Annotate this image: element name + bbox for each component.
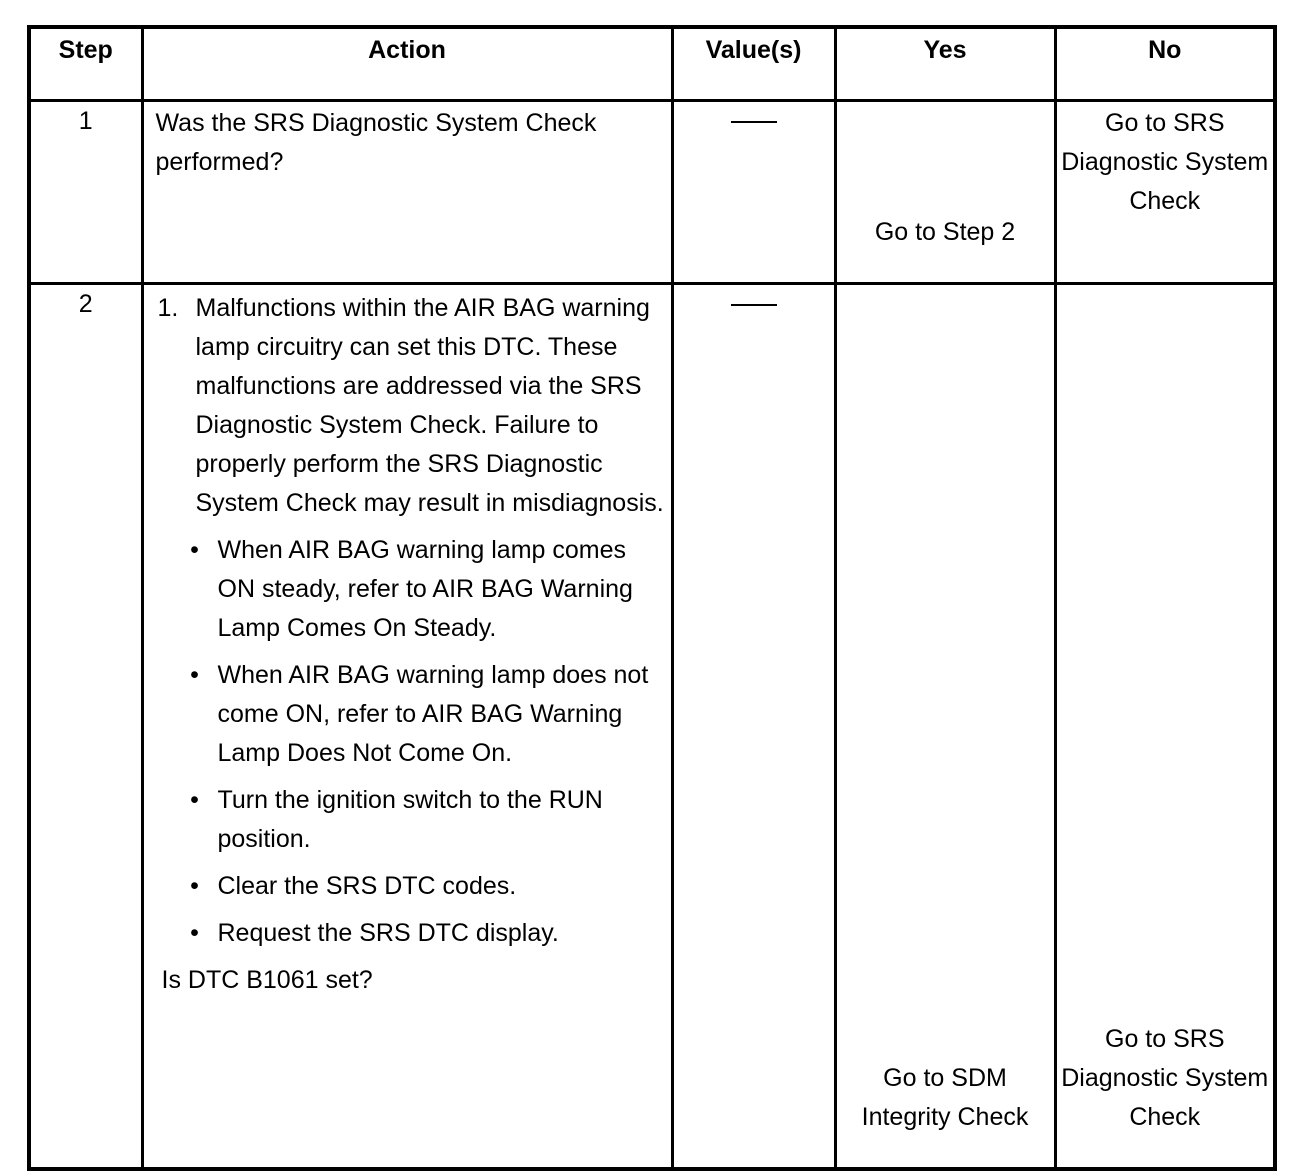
step-number: 1 (29, 101, 142, 284)
yes-result: Go to Step 2 (835, 101, 1055, 284)
list-item: • Request the SRS DTC display. (158, 914, 665, 953)
header-values: Value(s) (672, 27, 835, 101)
yes-result: Go to SDM Integrity Check (835, 284, 1055, 1170)
no-result: Go to SRS Diagnostic System Check (1055, 101, 1275, 284)
list-item: • Turn the ignition switch to the RUN position. (158, 781, 665, 859)
value-cell (672, 101, 835, 284)
empty-value-dash (731, 304, 777, 306)
numbered-item (158, 289, 665, 523)
header-row (29, 27, 1275, 101)
header-no: No (1055, 27, 1275, 101)
item-number: 1. (157, 294, 179, 322)
list-item: • When AIR BAG warning lamp does not come ON, refer to AIR BAG Warning Lamp Does Not Come On. (158, 656, 665, 773)
header-yes: Yes (835, 27, 1055, 101)
diagnostic-table (27, 25, 1277, 1171)
bullet-icon: • (190, 786, 199, 814)
no-result: Go to SRS Diagnostic System Check (1055, 284, 1275, 1170)
bullet-icon: • (190, 661, 199, 689)
list-item: • When AIR BAG warning lamp comes ON steady, refer to AIR BAG Warning Lamp Comes On Steady. (158, 531, 665, 648)
bullet-icon: • (190, 919, 199, 947)
bullet-icon: • (190, 872, 199, 900)
table-row-step-1 (29, 101, 1275, 284)
action-text: Was the SRS Diagnostic System Check performed? (142, 101, 672, 284)
item-text: Malfunctions within the AIR BAG warning lamp circuitry can set this DTC. These malfunctions are addressed via the SRS Diagnostic System Check. Failure to properly perform the SRS Diagnostic System Check may result in misdiagnosis. (195, 294, 664, 517)
empty-value-dash (731, 121, 777, 123)
step-number: 2 (29, 284, 142, 1170)
table-row-step-2 (29, 284, 1275, 1170)
bullet-list (158, 531, 665, 953)
value-cell (672, 284, 835, 1170)
action-cell (142, 284, 672, 1170)
question-text: Is DTC B1061 set? (161, 966, 373, 994)
header-action: Action (142, 27, 672, 101)
bullet-icon: • (190, 536, 199, 564)
header-step: Step (29, 27, 142, 101)
list-item: • Clear the SRS DTC codes. (158, 867, 665, 906)
